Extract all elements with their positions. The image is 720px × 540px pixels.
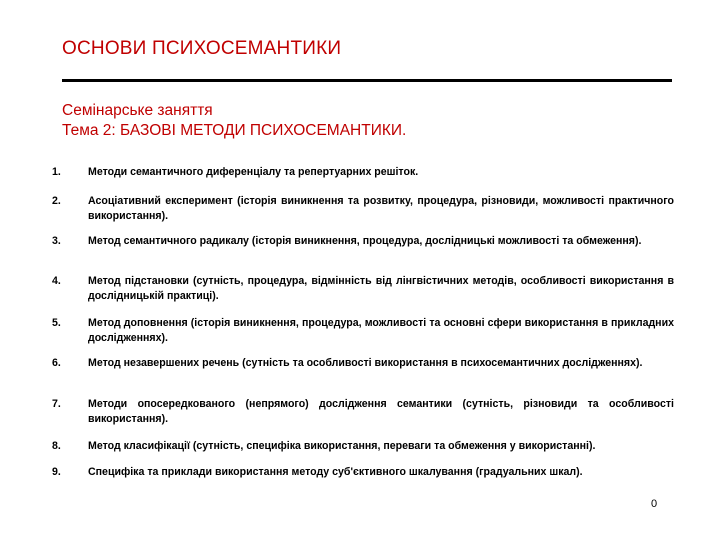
title-divider [62,79,672,82]
list-item [52,356,674,371]
list-item [52,439,674,454]
item-number: 7. [52,398,61,410]
item-text: Метод семантичного радикалу (історія виникнення, процедура, дослідницькі можливості та обмеження). [88,235,642,247]
item-text: Методи семантичного диференціалу та репертуарних решіток. [88,166,419,178]
item-text: Методи опосередкованого (непрямого) дослідження семантики (сутність, різновиди та особливості використання). [88,398,674,425]
list-item [52,165,674,180]
list-item [52,194,674,223]
list-item [52,274,674,303]
list-item [52,397,674,426]
item-text: Метод класифікації (сутність, специфіка використання, переваги та обмеження у використанні). [88,440,596,452]
item-text: Метод незавершених речень (сутність та особливості використання в психосемантичних дослідженнях). [88,357,643,369]
subtitle-block [62,101,406,141]
item-number: 9. [52,466,61,478]
item-text: Специфіка та приклади використання методу суб'єктивного шкалування (градуальних шкал). [88,466,583,478]
seminar-label: Семінарське заняття [62,102,213,119]
topic-label: Тема 2: БАЗОВІ МЕТОДИ ПСИХОСЕМАНТИКИ. [62,122,407,139]
page-number: 0 [651,498,658,510]
list-item [52,234,674,249]
list-item [52,316,674,345]
list-item [52,465,674,480]
item-number: 4. [52,275,61,287]
item-number: 2. [52,195,61,207]
item-number: 6. [52,357,61,369]
slide-title: ОСНОВИ ПСИХОСЕМАНТИКИ [62,38,342,59]
item-text: Метод доповнення (історія виникнення, процедура, можливості та основні сфери використання в прикладних дослідженнях). [88,317,674,344]
item-text: Метод підстановки (сутність, процедура, відмінність від лінгвістичних методів, особливості використання в дослідницькій практиці). [88,275,674,302]
item-number: 8. [52,440,61,452]
item-text: Асоціативний експеримент (історія виникнення та розвитку, процедура, різновиди, можливості практичного використання). [88,195,674,222]
item-number: 5. [52,317,61,329]
item-number: 1. [52,166,61,178]
item-number: 3. [52,235,61,247]
